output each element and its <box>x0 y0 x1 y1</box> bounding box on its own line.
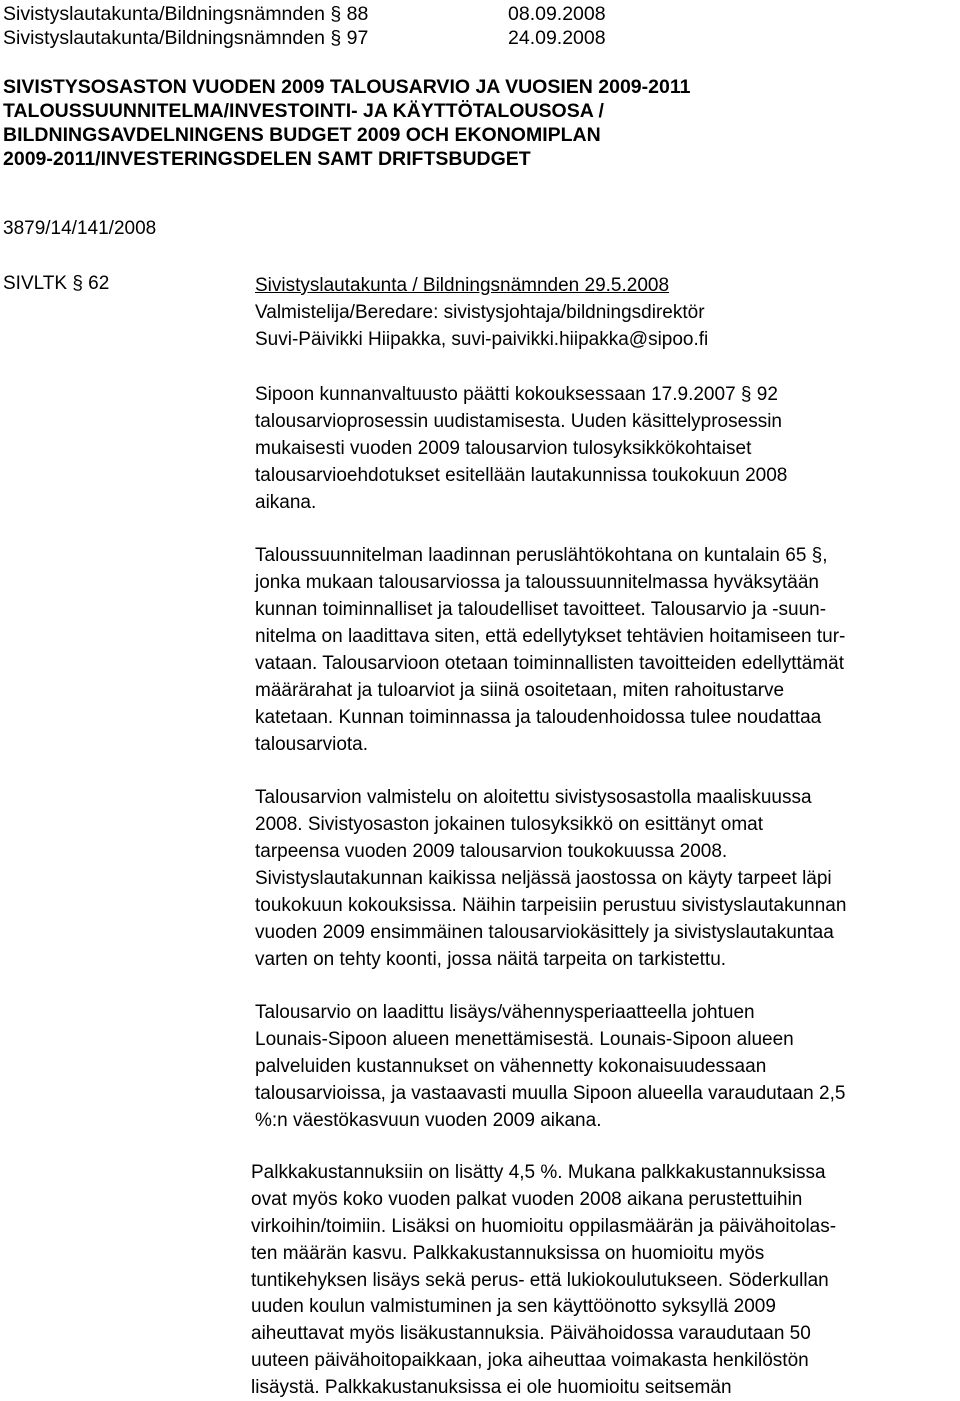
paragraph-line: ovat myös koko vuoden palkat vuoden 2008 aikana perustettuihin <box>251 1188 803 1210</box>
paragraph-4 <box>255 999 955 1134</box>
header-reference-2 <box>3 26 606 50</box>
meeting-reference: Sivistyslautakunta / Bildningsnämnden 29.5.2008 <box>255 275 670 296</box>
paragraph-line: Sipoon kunnanvaltuusto päätti kokouksessaan 17.9.2007 § 92 <box>255 384 778 405</box>
paragraph-line: Sivistyslautakunnan kaikissa neljässä jaostossa on käyty tarpeet läpi <box>255 868 832 889</box>
title-line: 2009-2011/INVESTERINGSDELEN SAMT DRIFTSBUDGET <box>3 148 531 170</box>
paragraph-line: talousarvioprosessin uudistamisesta. Uuden käsittelyprosessin <box>255 411 782 432</box>
paragraph-3 <box>255 784 955 973</box>
paragraph-line: talousarvioissa, ja vastaavasti muulla Sipoon alueella varaudutaan 2,5 <box>255 1083 846 1104</box>
paragraph-5 <box>251 1159 956 1401</box>
title-line: BILDNINGSAVDELNINGENS BUDGET 2009 OCH EKONOMIPLAN <box>3 124 601 146</box>
paragraph-line: ten määrän kasvu. Palkkakustannuksissa on huomioitu myös <box>251 1242 765 1264</box>
paragraph-line: uuteen päivähoitopaikkaan, joka aiheuttaa voimakasta henkilöstön <box>251 1350 809 1372</box>
paragraph-line: vuoden 2009 ensimmäinen talousarviokäsittely ja sivistyslautakuntaa <box>255 922 834 943</box>
paragraph-line: Talousarvio on laadittu lisäys/vähennysperiaatteella johtuen <box>255 1002 755 1023</box>
section-label: SIVLTK § 62 <box>3 273 110 294</box>
document-title <box>3 75 948 171</box>
document-number: 3879/14/141/2008 <box>3 218 157 239</box>
paragraph-line: aiheuttavat myös lisäkustannuksia. Päivähoidossa varaudutaan 50 <box>251 1323 811 1345</box>
paragraph-line: toukokuun kokouksissa. Näihin tarpeisiin perustuu sivistyslautakunnan <box>255 895 847 916</box>
paragraph-1 <box>255 381 955 516</box>
paragraph-line: nitelma on laadittava siten, että edellytykset tehtävien hoitamiseen tur- <box>255 626 846 647</box>
header-reference-1-date: 08.09.2008 <box>508 3 606 25</box>
paragraph-line: jonka mukaan talousarviossa ja taloussuunnitelmassa hyväksytään <box>255 572 819 593</box>
paragraph-line: tuntikehyksen lisäys sekä perus- että lukiokoulutukseen. Söderkullan <box>251 1269 829 1291</box>
paragraph-line: Palkkakustannuksiin on lisätty 4,5 %. Mukana palkkakustannuksissa <box>251 1162 826 1183</box>
preparer-line: Suvi-Päivikki Hiipakka, suvi-paivikki.hiipakka@sipoo.fi <box>255 329 709 350</box>
paragraph-line: vataan. Talousarvioon otetaan toiminnallisten tavoitteiden edellyttämät <box>255 653 845 674</box>
paragraph-line: Lounais-Sipoon alueen menettämisestä. Lounais-Sipoon alueen <box>255 1029 794 1050</box>
paragraph-line: mukaisesti vuoden 2009 talousarvion tulosyksikkökohtaiset <box>255 438 752 459</box>
paragraph-line: uuden koulun valmistuminen ja sen käyttöönotto syksyllä 2009 <box>251 1296 776 1318</box>
paragraph-line: virkoihin/toimiin. Lisäksi on huomioitu oppilasmäärän ja päivähoitolas- <box>251 1215 837 1237</box>
header-reference-2-text: Sivistyslautakunta/Bildningsnämnden § 97 <box>3 27 369 49</box>
paragraph-line: määrärahat ja tuloarviot ja siinä osoitetaan, miten rahoitustarve <box>255 680 785 701</box>
paragraph-line: lisäystä. Palkkakustanuksissa ei ole huomioitu seitsemän <box>251 1377 732 1399</box>
paragraph-2 <box>255 542 955 758</box>
paragraph-line: talousarvioehdotukset esitellään lautakunnissa toukokuun 2008 <box>255 465 788 486</box>
paragraph-line: katetaan. Kunnan toiminnassa ja taloudenhoidossa tulee noudattaa <box>255 707 822 728</box>
paragraph-line: 2008. Sivistyosaston jokainen tulosyksikkö on esittänyt omat <box>255 814 763 835</box>
document-body <box>255 272 955 1134</box>
title-line: TALOUSSUUNNITELMA/INVESTOINTI- JA KÄYTTÖTALOUSOSA / <box>3 100 604 122</box>
paragraph-line: palveluiden kustannukset on vähennetty kokonaisuudessaan <box>255 1056 767 1077</box>
paragraph-line: varten on tehty koonti, jossa näitä tarpeita on tarkistettu. <box>255 949 727 970</box>
header-reference-1 <box>3 2 606 26</box>
paragraph-line: talousarviota. <box>255 734 369 755</box>
header-reference-2-date: 24.09.2008 <box>508 27 606 49</box>
paragraph-line: Taloussuunnitelman laadinnan peruslähtökohtana on kuntalain 65 §, <box>255 545 828 566</box>
paragraph-line: kunnan toiminnalliset ja taloudelliset tavoitteet. Talousarvio ja -suun- <box>255 599 827 620</box>
preparer-line: Valmistelija/Beredare: sivistysjohtaja/bildningsdirektör <box>255 302 705 323</box>
header-reference-1-text: Sivistyslautakunta/Bildningsnämnden § 88 <box>3 3 369 25</box>
paragraph-line: tarpeensa vuoden 2009 talousarvion toukokuussa 2008. <box>255 841 728 862</box>
title-line: SIVISTYSOSASTON VUODEN 2009 TALOUSARVIO JA VUOSIEN 2009-2011 <box>3 76 691 98</box>
paragraph-line: aikana. <box>255 492 317 513</box>
paragraph-line: %:n väestökasvuun vuoden 2009 aikana. <box>255 1110 602 1131</box>
paragraph-line: Talousarvion valmistelu on aloitettu sivistysosastolla maaliskuussa <box>255 787 812 808</box>
